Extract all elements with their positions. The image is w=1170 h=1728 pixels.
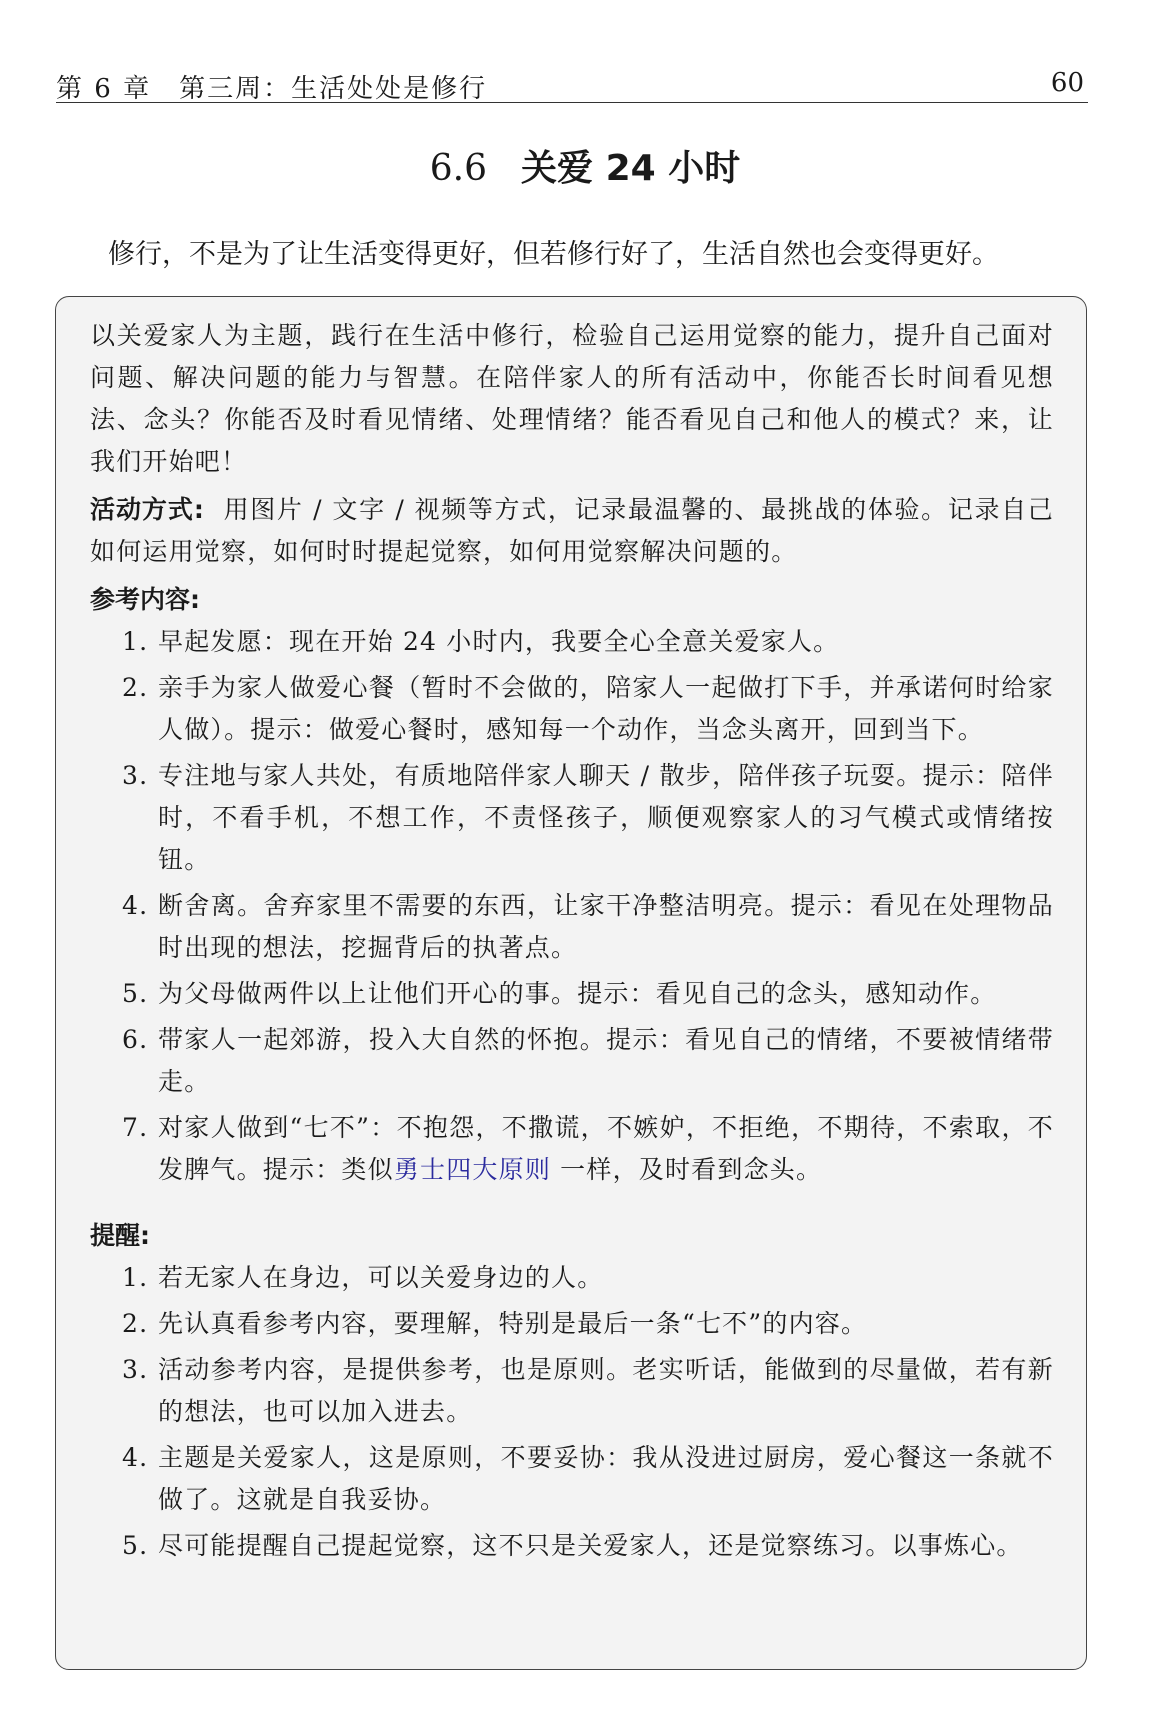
- chapter-header: 第 6 章 第三周：生活处处是修行: [56, 74, 488, 104]
- list-item: [90, 973, 1054, 1015]
- list-item: [90, 1349, 1054, 1433]
- page-number: 60: [1050, 68, 1084, 98]
- item-number: 4.: [122, 1443, 149, 1472]
- item-text: 早起发愿：现在开始 24 小时内，我要全心全意关爱家人。: [158, 627, 840, 656]
- reference-heading: 参考内容:: [90, 585, 200, 614]
- list-item: [90, 621, 1054, 663]
- item-text-after: 一样，及时看到念头。: [551, 1155, 823, 1184]
- item-number: 1.: [122, 627, 149, 656]
- activity-text: 用图片 / 文字 / 视频等方式，记录最温馨的、最挑战的体验。记录自己如何运用觉察，如何时时提起觉察，如何用觉察解决问题的。: [90, 495, 1055, 566]
- running-header: [56, 62, 1088, 103]
- item-number: 2.: [122, 673, 149, 702]
- item-text: 为父母做两件以上让他们开心的事。提示：看见自己的念头，感知动作。: [158, 979, 997, 1008]
- item-text: 亲手为家人做爱心餐（暂时不会做的，陪家人一起做打下手，并承诺何时给家人做）。提示：做爱心餐时，感知每一个动作，当念头离开，回到当下。: [158, 673, 1054, 744]
- reminder-heading: 提醒:: [90, 1221, 150, 1250]
- item-number: 1.: [122, 1263, 149, 1292]
- item-number: 4.: [122, 891, 149, 920]
- warrior-principles-link[interactable]: 勇士四大原则: [393, 1155, 552, 1184]
- list-item: [90, 1437, 1054, 1521]
- item-number: 7.: [122, 1113, 149, 1142]
- activity-label: 活动方式:: [90, 495, 205, 524]
- epigraph: 修行，不是为了让生活变得更好，但若修行好了，生活自然也会变得更好。: [108, 239, 999, 270]
- item-text: 先认真看参考内容，要理解，特别是最后一条“七不”的内容。: [158, 1309, 868, 1338]
- list-item: [90, 1525, 1054, 1567]
- list-item: [90, 1303, 1054, 1345]
- list-item: [90, 667, 1054, 751]
- item-text: 主题是关爱家人，这是原则，不要妥协：我从没进过厨房，爱心餐这一条就不做了。这就是自我妥协。: [158, 1443, 1054, 1514]
- reminder-list: [90, 1257, 1054, 1567]
- item-number: 6.: [122, 1025, 149, 1054]
- section-title: [0, 140, 1170, 191]
- item-number: 5.: [122, 1531, 149, 1560]
- activity-paragraph: [90, 489, 1054, 573]
- section-number: 6.6: [429, 148, 488, 189]
- activity-box: [55, 296, 1087, 1670]
- item-text: 若无家人在身边，可以关爱身边的人。: [158, 1263, 604, 1292]
- item-number: 3.: [122, 761, 149, 790]
- item-text: 断舍离。舍弃家里不需要的东西，让家干净整洁明亮。提示：看见在处理物品时出现的想法，挖掘背后的执著点。: [158, 891, 1054, 962]
- item-number: 3.: [122, 1355, 149, 1384]
- reference-list: [90, 621, 1054, 1191]
- list-item: [90, 885, 1054, 969]
- item-text: 带家人一起郊游，投入大自然的怀抱。提示：看见自己的情绪，不要被情绪带走。: [158, 1025, 1054, 1096]
- list-item: [90, 1257, 1054, 1299]
- list-item: [90, 755, 1054, 881]
- item-text-before: 对家人做到“七不”：不抱怨，不撒谎，不嫉妒，不拒绝，不期待，不索取，不发脾气。提示：类似: [158, 1113, 1054, 1184]
- list-item: [90, 1019, 1054, 1103]
- item-text: 活动参考内容，是提供参考，也是原则。老实听话，能做到的尽量做，若有新的想法，也可以加入进去。: [158, 1355, 1054, 1426]
- item-number: 2.: [122, 1309, 149, 1338]
- item-text: 专注地与家人共处，有质地陪伴家人聊天 / 散步，陪伴孩子玩耍。提示：陪伴时，不看手机，不想工作，不责怪孩子，顺便观察家人的习气模式或情绪按钮。: [158, 761, 1054, 874]
- intro-paragraph: 以关爱家人为主题，践行在生活中修行，检验自己运用觉察的能力，提升自己面对问题、解决问题的能力与智慧。在陪伴家人的所有活动中，你能否长时间看见想法、念头？你能否及时看见情绪、处理情绪？能否看见自己和他人的模式？来，让我们开始吧！: [90, 321, 1054, 476]
- item-number: 5.: [122, 979, 149, 1008]
- section-title-text: 关爱 24 小时: [521, 148, 741, 189]
- list-item: [90, 1107, 1054, 1191]
- item-text: 尽可能提醒自己提起觉察，这不只是关爱家人，还是觉察练习。以事炼心。: [158, 1531, 1023, 1560]
